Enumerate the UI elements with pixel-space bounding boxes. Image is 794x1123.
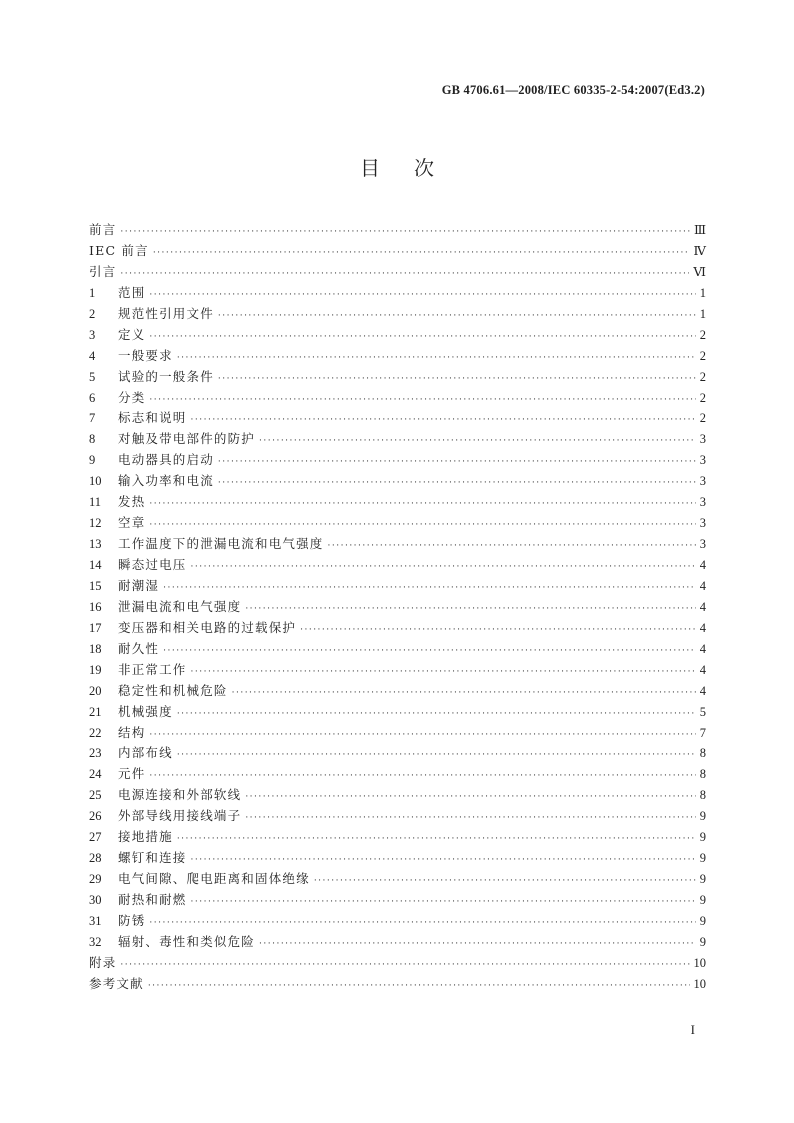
toc-entry-page: Ⅲ xyxy=(693,223,706,237)
toc-entry-number: 18 xyxy=(89,641,102,656)
toc-entry-number: 6 xyxy=(89,390,96,405)
toc-entry[interactable] xyxy=(89,932,706,953)
toc-entry-title: 电动器具的启动 xyxy=(118,452,214,468)
toc-entry-page: 9 xyxy=(699,851,706,866)
toc-entry-number: 17 xyxy=(89,620,102,635)
toc-entry-title: 变压器和相关电路的过载保护 xyxy=(118,619,297,635)
toc-entry-title: IEC 前言 xyxy=(89,242,149,258)
toc-dot-leader xyxy=(245,787,695,808)
toc-entry-title: 参考文献 xyxy=(89,975,144,991)
toc-entry-number: 1 xyxy=(89,285,96,300)
toc-entry-title: 耐潮湿 xyxy=(118,577,160,593)
toc-entry-title: 电气间隙、爬电距离和固体绝缘 xyxy=(118,871,310,887)
toc-entry-title: 附录 xyxy=(89,954,117,970)
table-of-contents xyxy=(89,220,706,995)
toc-dot-leader xyxy=(163,578,696,599)
toc-entry[interactable] xyxy=(89,367,706,388)
toc-dot-leader xyxy=(191,557,696,578)
toc-dot-leader xyxy=(148,976,690,997)
toc-dot-leader xyxy=(191,662,696,683)
toc-entry[interactable] xyxy=(89,953,706,974)
toc-dot-leader xyxy=(153,243,690,264)
toc-entry-title: 空章 xyxy=(118,515,146,531)
toc-entry-number: 23 xyxy=(89,746,102,761)
toc-dot-leader xyxy=(177,829,696,850)
toc-dot-leader xyxy=(191,892,696,913)
toc-entry-page: 3 xyxy=(699,453,706,468)
toc-entry-title: 耐热和耐燃 xyxy=(118,892,187,907)
toc-entry-title: 一般要求 xyxy=(118,347,173,363)
toc-entry-title: 发热 xyxy=(118,494,146,510)
toc-entry-number: 20 xyxy=(89,683,102,698)
toc-entry-title: 泄漏电流和电气强度 xyxy=(118,598,242,614)
toc-entry-page: 8 xyxy=(699,767,706,782)
toc-entry-number: 31 xyxy=(89,913,102,928)
toc-entry[interactable] xyxy=(89,785,706,806)
toc-entry-number: 25 xyxy=(89,788,102,803)
toc-dot-leader xyxy=(120,222,690,243)
toc-entry-page: 1 xyxy=(699,285,706,300)
toc-entry-page: 8 xyxy=(699,746,706,761)
toc-entry-number: 14 xyxy=(89,558,102,572)
toc-entry[interactable] xyxy=(89,806,706,827)
toc-dot-leader xyxy=(177,745,696,766)
toc-entry-title: 电源连接和外部软线 xyxy=(118,787,242,803)
toc-entry-number: 11 xyxy=(89,495,102,510)
toc-entry-number: 30 xyxy=(89,893,102,907)
toc-entry[interactable] xyxy=(89,492,706,513)
toc-entry-page: 5 xyxy=(699,704,706,719)
toc-entry-page: 8 xyxy=(699,788,706,803)
toc-entry[interactable] xyxy=(89,974,706,995)
toc-entry[interactable] xyxy=(89,702,706,723)
toc-entry-title: 内部布线 xyxy=(118,745,173,761)
toc-entry-title: 范围 xyxy=(118,284,146,300)
toc-dot-leader xyxy=(300,620,696,641)
toc-entry-number: 21 xyxy=(89,704,102,719)
toc-entry-page: 4 xyxy=(699,578,706,593)
toc-entry[interactable] xyxy=(89,513,706,534)
toc-entry-page: 9 xyxy=(699,830,706,845)
toc-entry-title: 耐久性 xyxy=(118,640,160,656)
toc-entry[interactable] xyxy=(89,869,706,890)
toc-dot-leader xyxy=(218,369,696,390)
toc-entry-title: 对触及带电部件的防护 xyxy=(118,431,256,447)
toc-entry[interactable] xyxy=(89,660,706,681)
toc-entry-page: 2 xyxy=(699,369,706,384)
toc-entry[interactable] xyxy=(89,534,706,555)
toc-entry-number: 24 xyxy=(89,767,102,782)
toc-entry-title: 外部导线用接线端子 xyxy=(118,808,242,824)
toc-entry-page: 4 xyxy=(699,641,706,656)
toc-entry-page: 9 xyxy=(699,809,706,824)
toc-dot-leader xyxy=(259,431,696,452)
toc-entry[interactable] xyxy=(89,450,706,471)
toc-entry-page: 7 xyxy=(699,725,706,740)
toc-dot-leader xyxy=(149,285,695,306)
toc-entry-number: 12 xyxy=(89,516,102,531)
toc-entry-number: 32 xyxy=(89,934,102,949)
toc-entry-page: 1 xyxy=(699,306,706,321)
toc-entry[interactable] xyxy=(89,262,706,283)
toc-entry-title: 辐射、毒性和类似危险 xyxy=(118,933,256,949)
toc-entry[interactable] xyxy=(89,848,706,869)
toc-entry[interactable] xyxy=(89,764,706,785)
toc-entry-page: 9 xyxy=(699,913,706,928)
toc-entry[interactable] xyxy=(89,723,706,744)
toc-entry-title: 结构 xyxy=(118,724,146,740)
toc-entry[interactable] xyxy=(89,220,706,241)
toc-entry-number: 27 xyxy=(89,830,102,845)
toc-entry-title: 非正常工作 xyxy=(118,661,187,677)
toc-entry-page: 9 xyxy=(699,872,706,887)
toc-entry[interactable] xyxy=(89,408,706,429)
toc-entry-number: 7 xyxy=(89,411,96,426)
toc-entry-page: 4 xyxy=(699,599,706,614)
toc-dot-leader xyxy=(328,536,696,557)
toc-dot-leader xyxy=(259,934,696,955)
toc-dot-leader xyxy=(177,704,696,725)
toc-dot-leader xyxy=(245,599,695,620)
toc-entry[interactable] xyxy=(89,241,706,262)
toc-entry-page: 3 xyxy=(699,537,706,552)
toc-entry[interactable] xyxy=(89,388,706,409)
toc-dot-leader xyxy=(218,452,696,473)
toc-dot-leader xyxy=(120,955,689,976)
toc-entry-page: 3 xyxy=(699,474,706,489)
toc-entry-number: 13 xyxy=(89,537,102,552)
toc-entry-title: 输入功率和电流 xyxy=(118,473,214,489)
toc-entry[interactable] xyxy=(89,576,706,597)
toc-entry-number: 2 xyxy=(89,306,96,321)
toc-entry-title: 规范性引用文件 xyxy=(118,305,214,321)
toc-dot-leader xyxy=(191,850,696,871)
toc-entry-page: 10 xyxy=(693,955,706,970)
toc-entry-title: 元件 xyxy=(118,766,146,782)
toc-dot-leader xyxy=(163,641,696,662)
toc-entry-title: 分类 xyxy=(118,389,146,405)
toc-entry-title: 瞬态过电压 xyxy=(118,557,187,572)
toc-entry-page: 4 xyxy=(699,662,706,677)
toc-entry-title: 接地措施 xyxy=(118,829,173,845)
toc-dot-leader xyxy=(149,725,695,746)
toc-entry[interactable] xyxy=(89,743,706,764)
toc-entry-title: 试验的一般条件 xyxy=(118,368,214,384)
toc-entry[interactable] xyxy=(89,911,706,932)
toc-entry-page: 2 xyxy=(699,390,706,405)
toc-entry[interactable] xyxy=(89,597,706,618)
toc-entry[interactable] xyxy=(89,283,706,304)
toc-entry-page: 2 xyxy=(699,348,706,363)
toc-entry-title: 定义 xyxy=(118,326,146,342)
toc-entry-number: 29 xyxy=(89,872,102,887)
toc-entry-number: 26 xyxy=(89,809,102,824)
toc-entry-page: 3 xyxy=(699,432,706,447)
toc-dot-leader xyxy=(149,913,695,934)
toc-entry-page: 4 xyxy=(699,620,706,635)
toc-entry-title: 前言 xyxy=(89,222,117,237)
toc-entry-title: 引言 xyxy=(89,263,117,279)
toc-entry-page: 3 xyxy=(699,495,706,510)
toc-entry[interactable] xyxy=(89,618,706,639)
toc-dot-leader xyxy=(218,306,696,327)
toc-dot-leader xyxy=(120,264,689,285)
toc-entry-number: 28 xyxy=(89,851,102,866)
toc-entry-title: 工作温度下的泄漏电流和电气强度 xyxy=(118,536,324,552)
toc-entry-number: 3 xyxy=(89,327,96,342)
toc-entry-title: 螺钉和连接 xyxy=(118,850,187,866)
toc-dot-leader xyxy=(149,515,695,536)
toc-entry-number: 10 xyxy=(89,474,102,489)
toc-entry-page: 9 xyxy=(699,934,706,949)
toc-entry-title: 机械强度 xyxy=(118,703,173,719)
toc-entry[interactable] xyxy=(89,429,706,450)
toc-entry-page: 3 xyxy=(699,516,706,531)
toc-entry[interactable] xyxy=(89,827,706,848)
toc-dot-leader xyxy=(149,327,695,348)
toc-entry[interactable] xyxy=(89,555,706,576)
toc-entry-number: 19 xyxy=(89,662,102,677)
toc-entry-title: 标志和说明 xyxy=(118,410,187,426)
toc-entry-page: 9 xyxy=(699,893,706,907)
toc-entry[interactable] xyxy=(89,639,706,660)
toc-dot-leader xyxy=(177,348,696,369)
toc-entry-page: Ⅵ xyxy=(693,264,706,279)
toc-dot-leader xyxy=(245,808,695,829)
toc-entry[interactable] xyxy=(89,471,706,492)
standard-number-header: GB 4706.61—2008/IEC 60335-2-54:2007(Ed3.2) xyxy=(441,83,705,97)
toc-entry[interactable] xyxy=(89,681,706,702)
toc-dot-leader xyxy=(149,390,695,411)
toc-dot-leader xyxy=(149,494,695,515)
toc-entry-page: Ⅳ xyxy=(693,243,706,258)
toc-entry[interactable] xyxy=(89,346,706,367)
toc-dot-leader xyxy=(314,871,696,892)
toc-entry-number: 9 xyxy=(89,453,96,468)
toc-entry-number: 8 xyxy=(89,432,96,447)
toc-entry-number: 4 xyxy=(89,348,96,363)
toc-entry-title: 稳定性和机械危险 xyxy=(118,682,228,698)
toc-entry[interactable] xyxy=(89,304,706,325)
toc-dot-leader xyxy=(191,410,696,431)
toc-entry-number: 5 xyxy=(89,369,96,384)
toc-entry-number: 16 xyxy=(89,599,102,614)
toc-entry-number: 15 xyxy=(89,578,102,593)
toc-dot-leader xyxy=(218,473,696,494)
toc-entry-number: 22 xyxy=(89,725,102,740)
toc-dot-leader xyxy=(232,683,696,704)
page-number: I xyxy=(690,1022,695,1037)
toc-entry-page: 4 xyxy=(699,683,706,698)
toc-entry-page: 10 xyxy=(693,976,706,991)
toc-entry-page: 2 xyxy=(699,327,706,342)
toc-entry-page: 4 xyxy=(699,558,706,572)
toc-entry[interactable] xyxy=(89,890,706,911)
toc-dot-leader xyxy=(149,766,695,787)
toc-entry-page: 2 xyxy=(699,411,706,426)
toc-entry-title: 防锈 xyxy=(118,912,146,928)
page-title: 目次 xyxy=(360,156,468,180)
toc-entry[interactable] xyxy=(89,325,706,346)
